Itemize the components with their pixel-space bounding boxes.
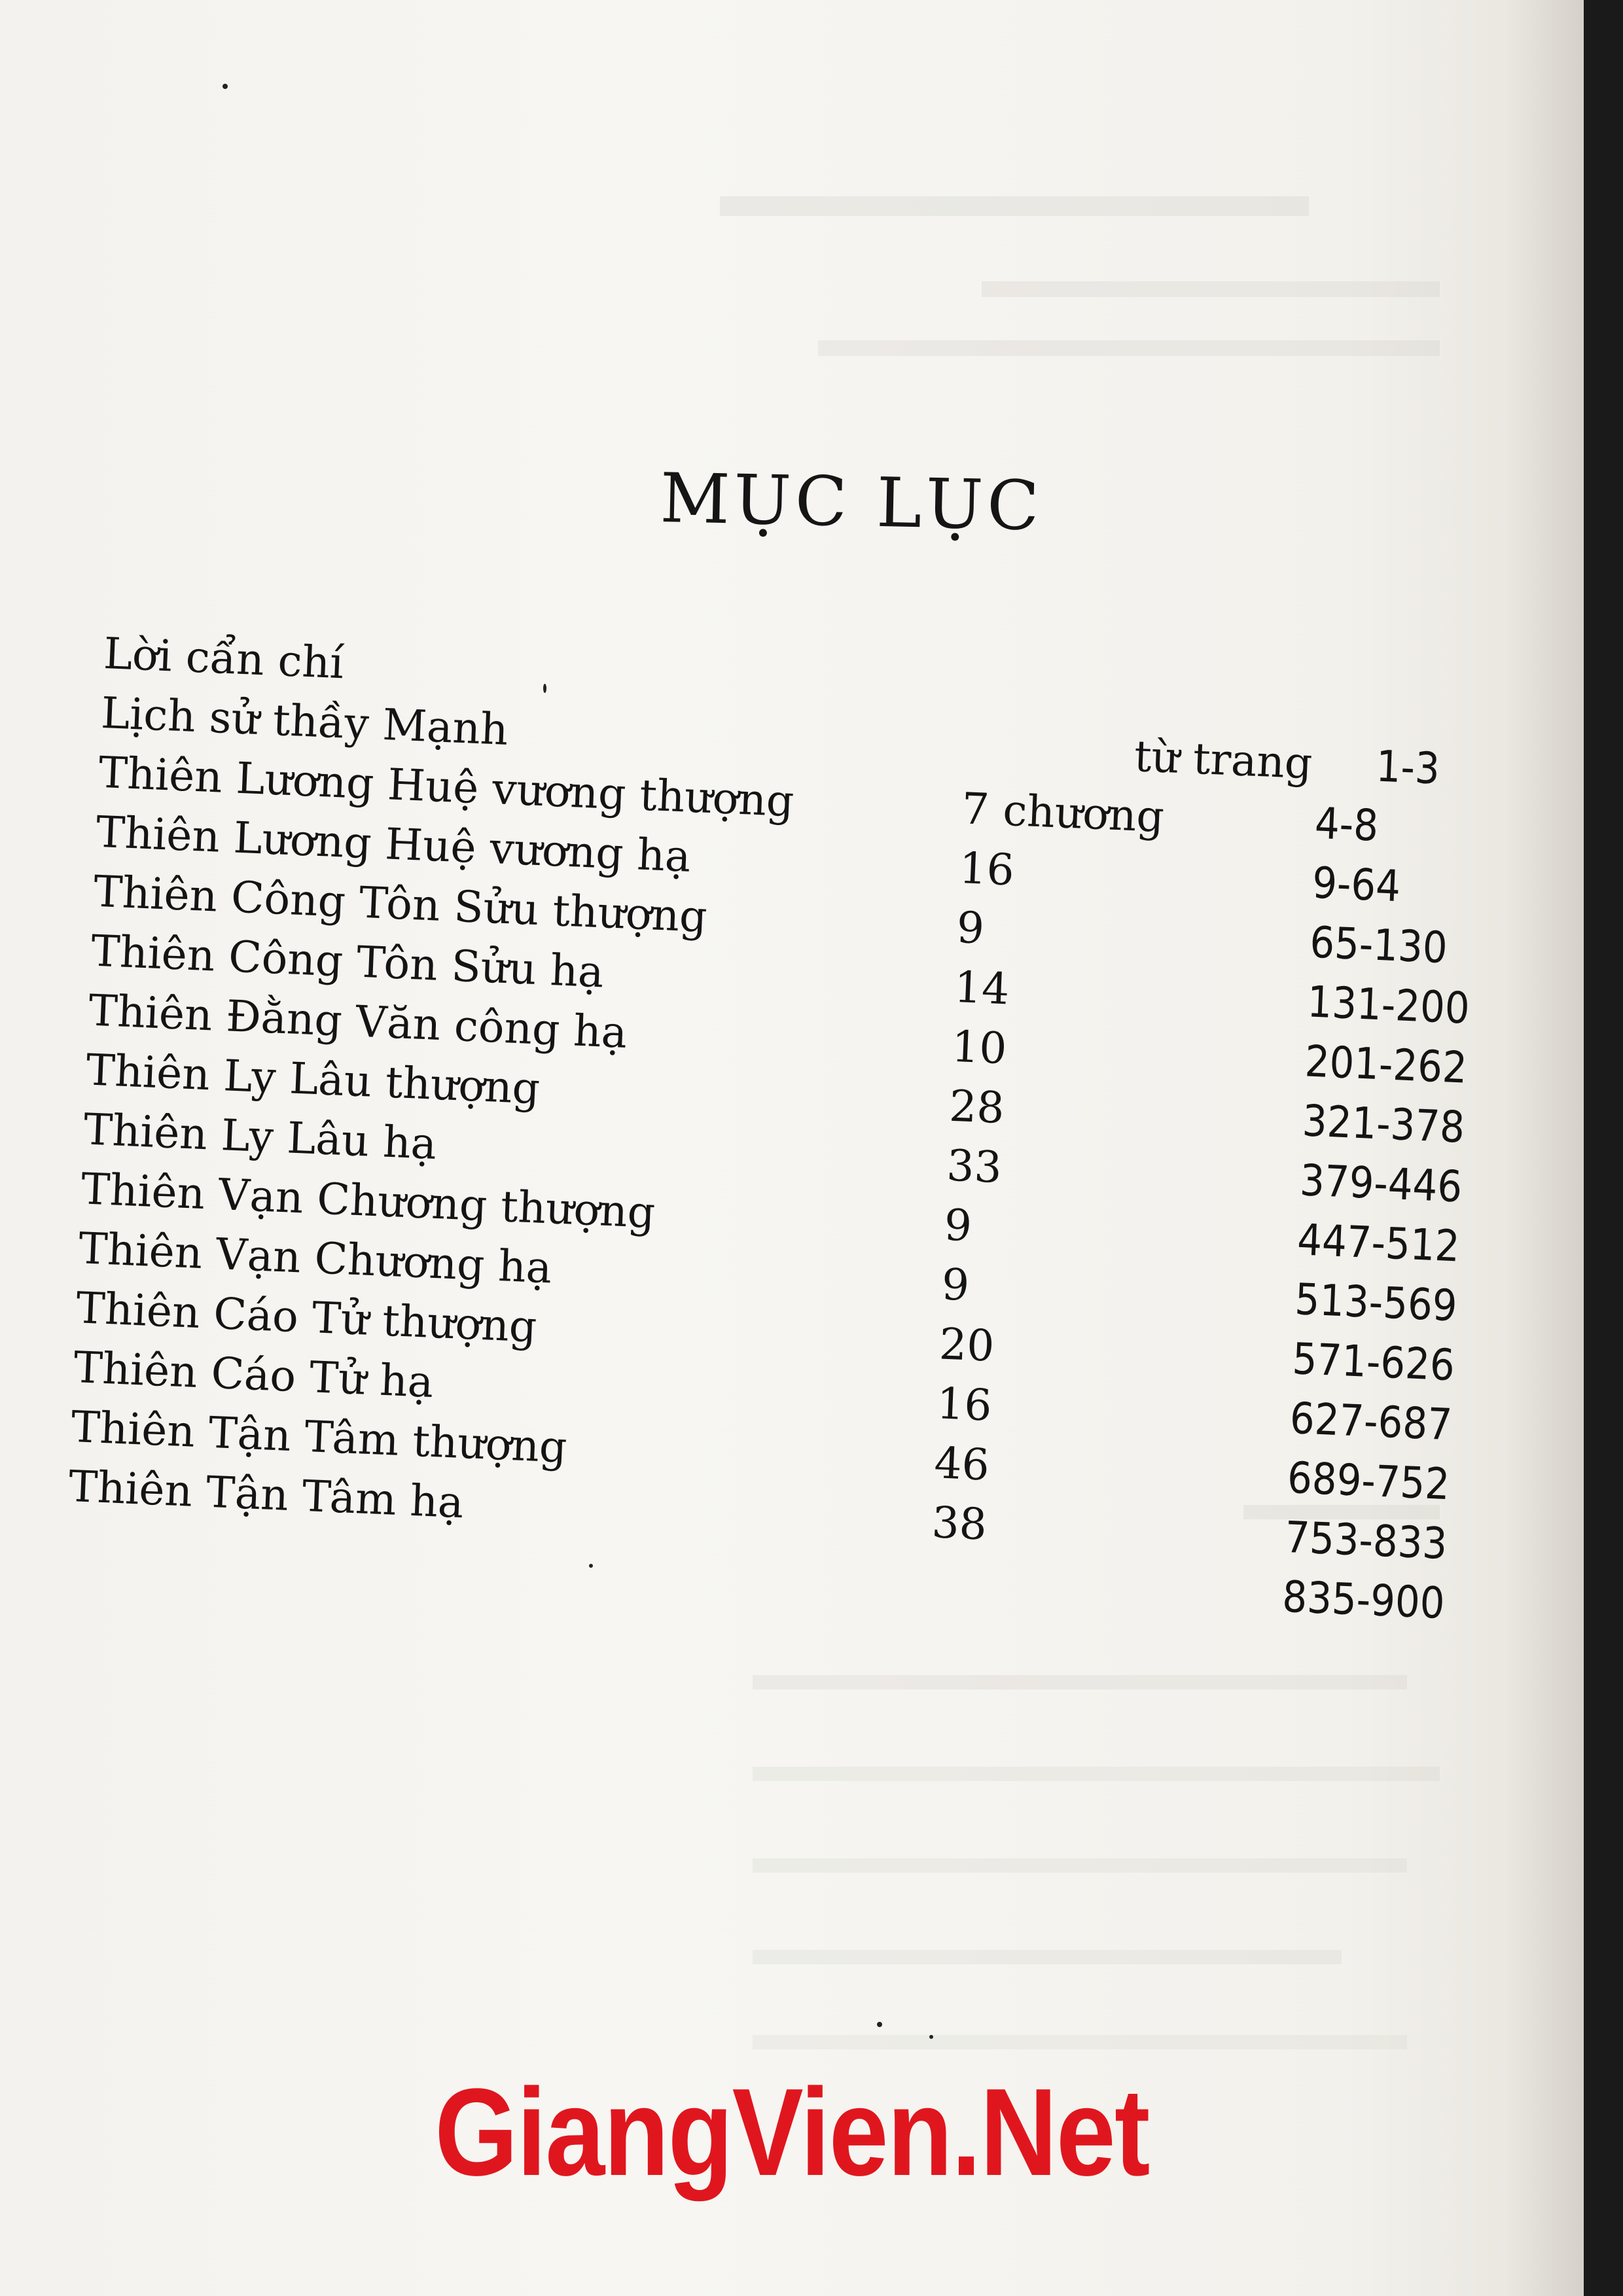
toc-chapters: 16 [958,843,1016,896]
toc-title: Thiên Vạn Chương hạ [77,1223,553,1294]
toc-pages: 627-687 [1289,1392,1454,1451]
toc-pages: 753-833 [1283,1511,1448,1570]
toc-chapters: 14 [953,961,1010,1015]
toc-pages: 835-900 [1281,1571,1446,1629]
table-of-contents [65,628,1478,1638]
toc-pages: 65-130 [1308,917,1449,974]
toc-chapters: 20 [938,1318,995,1371]
toc-from-page-label: từ trang [1133,731,1313,789]
toc-chapters: 28 [948,1080,1006,1134]
toc-chapters: 9 [940,1259,971,1311]
toc-title: Thiên Vạn Chương thượng [80,1163,656,1238]
toc-pages: 131-200 [1306,976,1471,1034]
toc-pages: 4-8 [1313,798,1380,851]
page-title: MỤC LỤC [659,458,1044,546]
toc-title: Thiên Lương Huệ vương hạ [95,806,692,882]
page-edge-shadow [1505,0,1584,2296]
toc-chapters: 7 chương [960,783,1166,843]
toc-pages: 689-752 [1286,1452,1451,1510]
toc-title: Thiên Cáo Tử hạ [73,1342,435,1408]
toc-title: Thiên Công Tôn Sửu thượng [92,866,709,942]
watermark-logo: GiangVien.Net [435,2063,1149,2202]
toc-chapters: 33 [946,1140,1003,1193]
toc-title: Thiên Lương Huệ vương thượng [98,747,795,827]
toc-pages: 9-64 [1311,857,1402,912]
toc-title: Lịch sử thầy Mạnh [99,687,510,755]
toc-title: Lời cẩn chí [102,628,345,689]
toc-chapters: 9 [955,902,986,954]
toc-title: Thiên Ly Lâu thượng [85,1044,541,1114]
toc-chapters: 16 [935,1378,993,1431]
toc-pages: 447-512 [1296,1214,1461,1272]
toc-title: Thiên Tận Tâm thượng [70,1401,568,1473]
toc-title: Thiên Tận Tâm hạ [67,1460,465,1528]
toc-chapters: 9 [943,1199,973,1252]
toc-pages: 513-569 [1294,1274,1459,1332]
toc-title: Thiên Đằng Văn công hạ [87,985,628,1058]
toc-chapters: 10 [950,1021,1008,1074]
toc-title: Thiên Công Tôn Sửu hạ [90,925,605,998]
toc-pages: 201-262 [1304,1036,1469,1093]
toc-chapters: 38 [931,1497,988,1550]
toc-pages: 1-3 [1375,741,1441,794]
toc-title: Thiên Cáo Tử thượng [75,1282,538,1352]
toc-chapters: 46 [933,1438,991,1491]
toc-title: Thiên Ly Lâu hạ [82,1104,438,1169]
toc-pages: 571-626 [1291,1333,1456,1391]
toc-pages: 379-446 [1298,1155,1463,1212]
toc-pages: 321-378 [1301,1095,1466,1153]
